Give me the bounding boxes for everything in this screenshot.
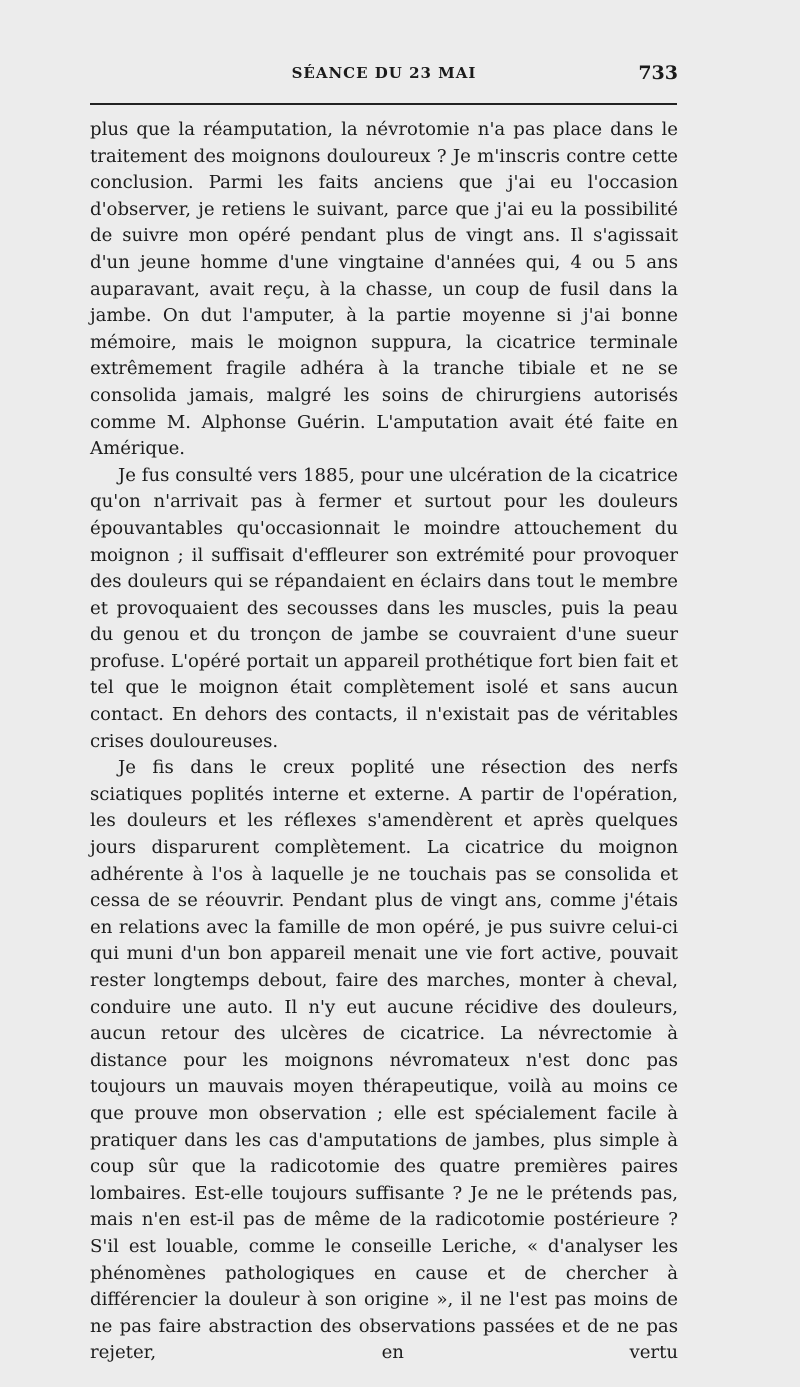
paragraph: plus que la réamputation, la névrotomie n'a pas place dans le traitement des moignons douloureux ? Je m'inscris contre cette conclusion. Parmi les faits anciens que j'ai eu l'occasion d'observer, je retiens le suivant, parce que j'ai eu la possibilité de suivre mon opéré pendant plus de vingt ans. Il s'agissait d'un jeune homme d'une vingtaine d'années qui, 4 ou 5 ans auparavant, avait reçu, à la chasse, un coup de fusil dans la jambe. On dut l'amputer, à la partie moyenne si j'ai bonne mémoire, mais le moignon suppura, la cicatrice terminale extrêmement fragile adhéra à la tranche tibiale et ne se consolida jamais, malgré les soins de chirurgiens autorisés comme M. Alphonse Guérin. L'amputation avait été faite en Amérique. [90, 119, 678, 460]
paragraph: Je fus consulté vers 1885, pour une ulcération de la cicatrice qu'on n'arrivait pas à fermer et surtout pour les douleurs épouvantables qu'occasionnait le moindre attouchement du moignon ; il suffisait d'effleurer son extrémité pour provoquer des douleurs qui se répandaient en éclairs dans tout le membre et provoquaient des secousses dans les muscles, puis la peau du genou et du tronçon de jambe se couvraient d'une sueur profuse. L'opéré portait un appareil prothétique fort bien fait et tel que le moignon était complètement isolé et sans aucun contact. En dehors des contacts, il n'existait pas de véritables crises douloureuses. [90, 464, 678, 752]
page-header [90, 62, 678, 88]
page-number: 733 [638, 62, 678, 84]
header-rule [90, 103, 677, 105]
running-head: SÉANCE DU 23 MAI [291, 64, 477, 82]
body-text [90, 117, 678, 1367]
paragraph: Je fis dans le creux poplité une résection des nerfs sciatiques poplités interne et externe. A partir de l'opération, les douleurs et les réflexes s'amendèrent et après quelques jours disparurent complètement. La cicatrice du moignon adhérente à l'os à laquelle je ne touchais pas se consolida et cessa de se réouvrir. Pendant plus de vingt ans, comme j'étais en relations avec la famille de mon opéré, je pus suivre celui-ci qui muni d'un bon appareil menait une vie fort active, pouvait rester longtemps debout, faire des marches, monter à cheval, conduire une auto. Il n'y eut aucune récidive des douleurs, aucun retour des ulcères de cicatrice. La névrectomie à distance pour les moignons névromateux n'est donc pas toujours un mauvais moyen thérapeutique, voilà au moins ce que prouve mon observation ; elle est spécialement facile à pratiquer dans les cas d'amputations de jambes, plus simple à coup sûr que la radicotomie des quatre premières paires lombaires. Est-elle toujours suffisante ? Je ne le prétends pas, mais n'en est-il pas de même de la radicotomie postérieure ? S'il est louable, comme le conseille Leriche, « d'analyser les phénomènes pathologiques en cause et de chercher à différencier la douleur à son origine », il ne l'est pas moins de ne pas faire abstraction des observations passées et de ne pas rejeter, en vertu [90, 757, 678, 1364]
